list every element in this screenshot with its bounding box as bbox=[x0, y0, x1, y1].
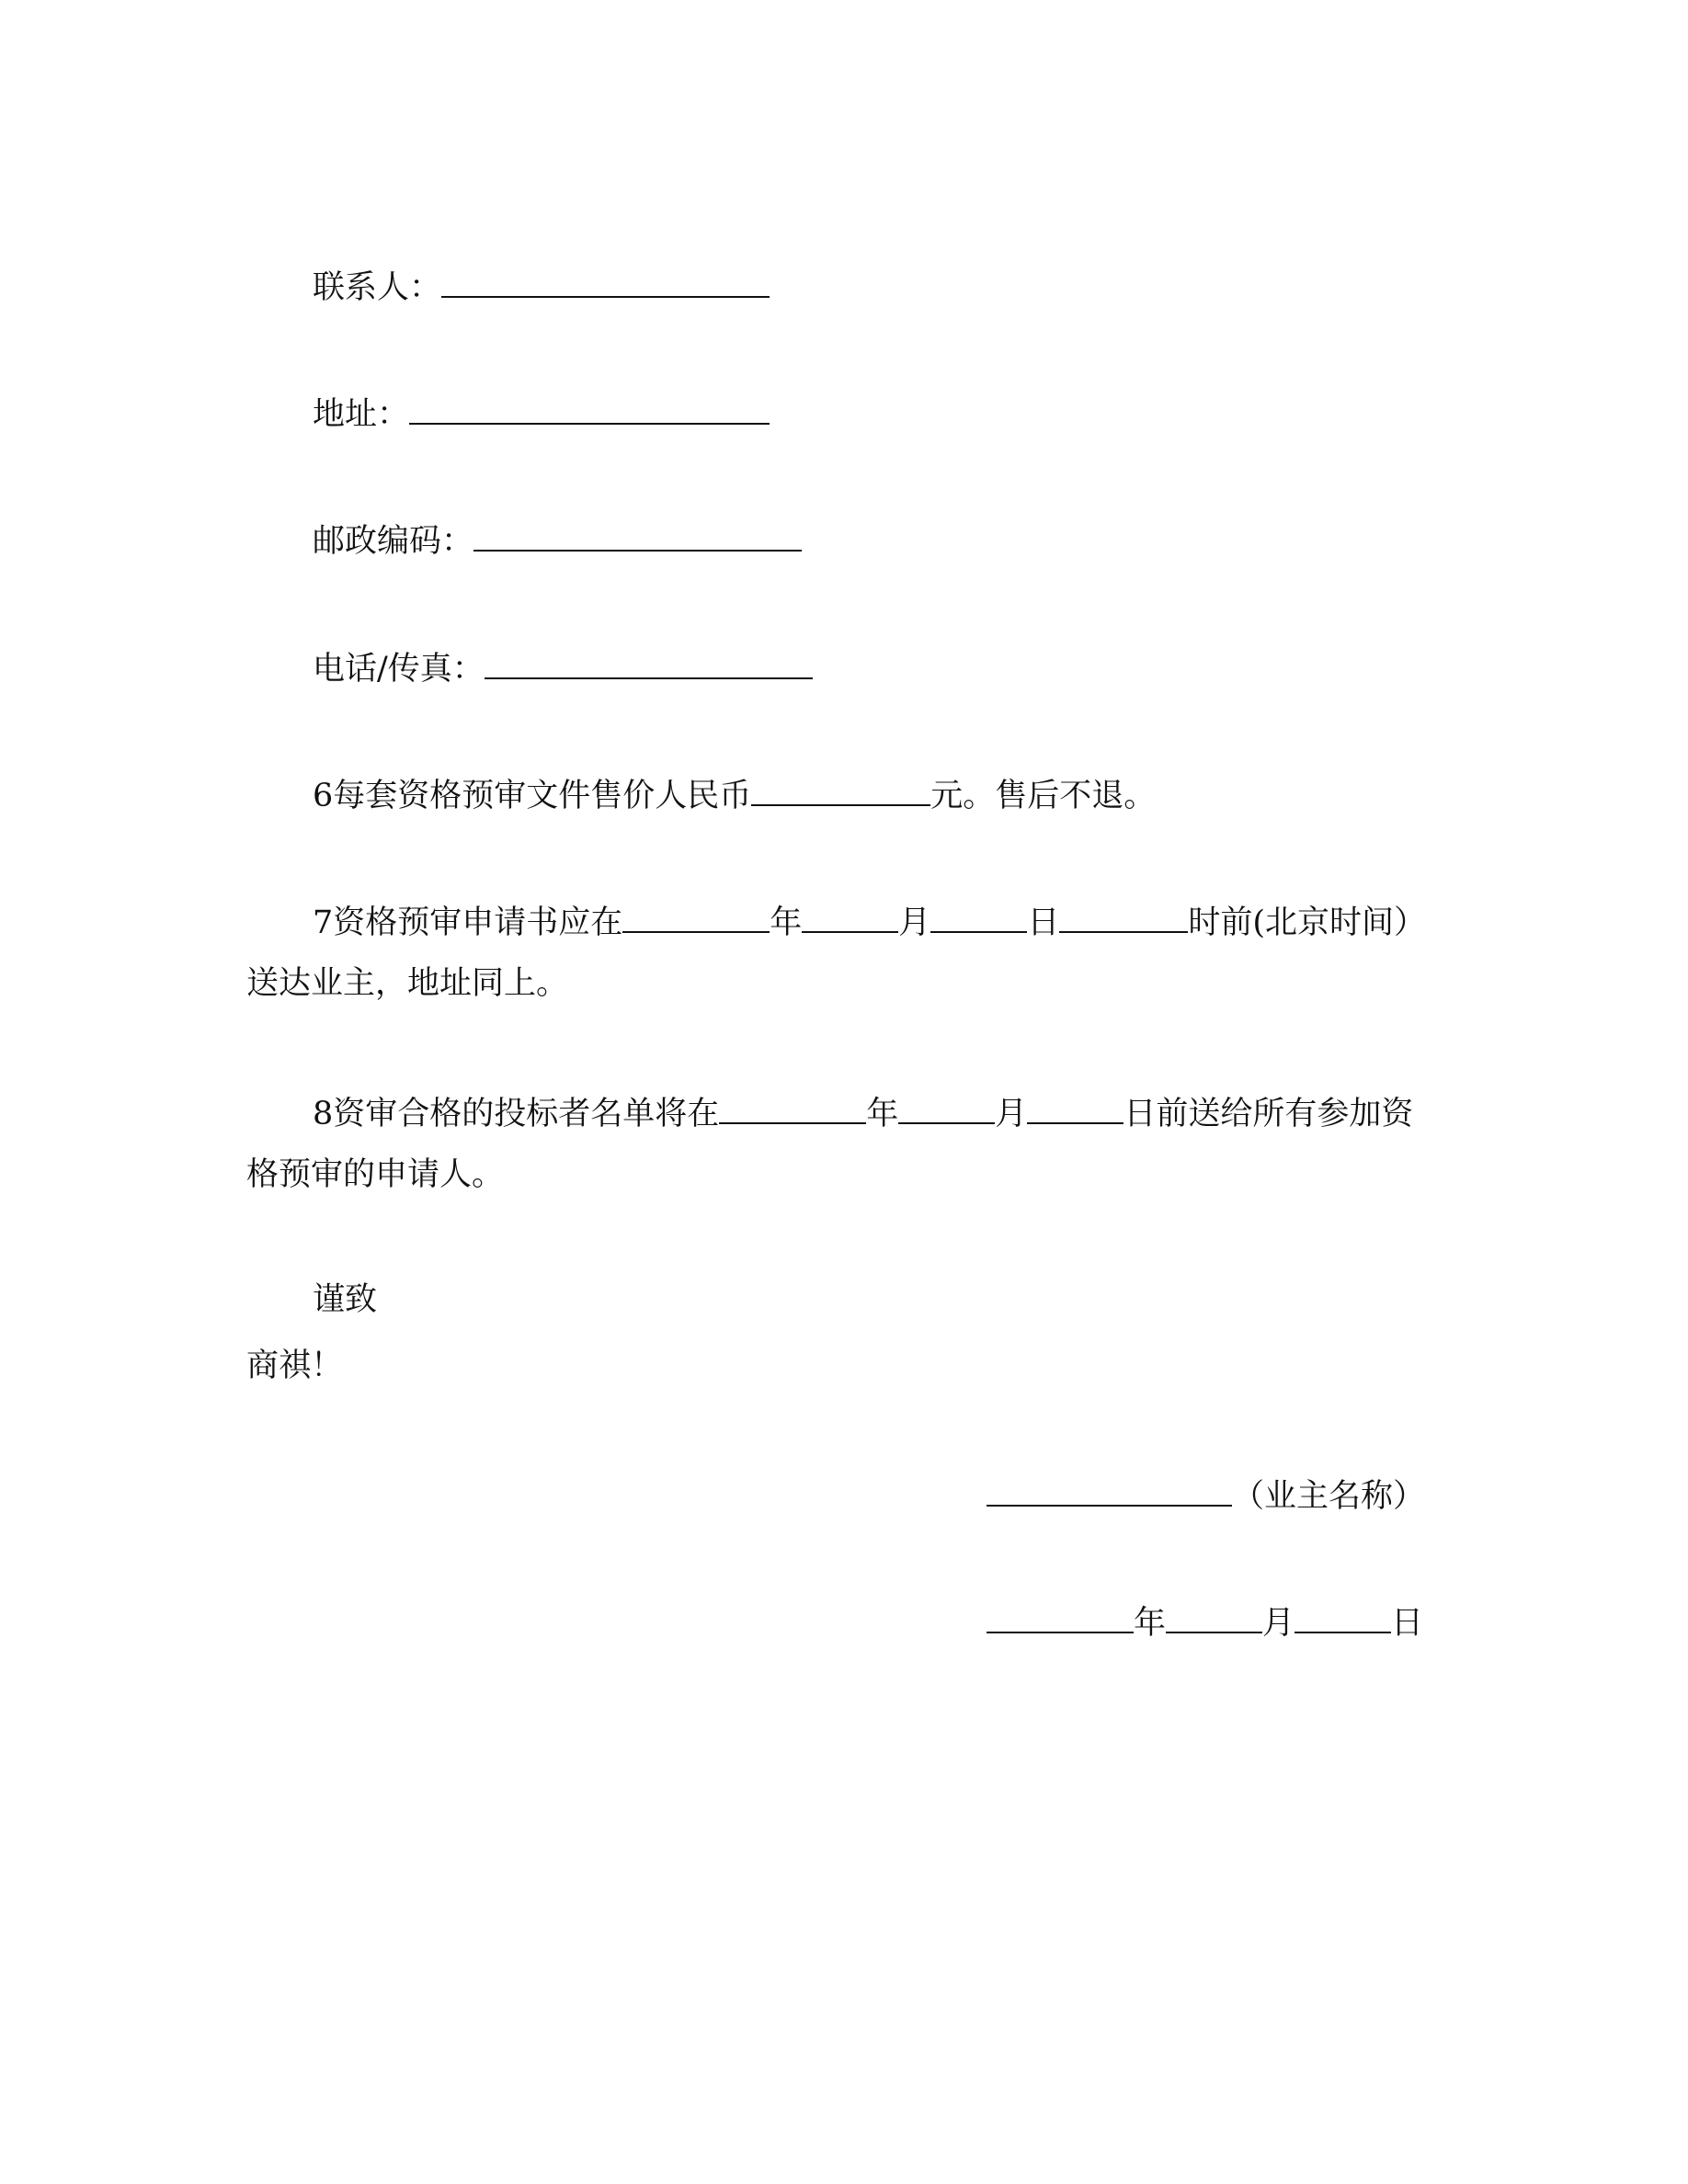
item6-suffix: 元。售后不退。 bbox=[930, 778, 1157, 814]
item7-text: 7资格预审申请书应在 bbox=[313, 904, 623, 941]
item7-time-suffix: 时前(北京时间） bbox=[1188, 904, 1426, 941]
item6-row bbox=[313, 775, 1156, 813]
postcode-blank[interactable] bbox=[473, 520, 802, 552]
item7-month-blank[interactable] bbox=[802, 902, 898, 933]
contact-person-row bbox=[313, 267, 770, 304]
signature-month-blank[interactable] bbox=[1166, 1602, 1262, 1633]
item8-month-label: 月 bbox=[995, 1096, 1028, 1132]
price-blank[interactable] bbox=[751, 775, 930, 806]
item8-month-blank[interactable] bbox=[898, 1093, 995, 1124]
item8-year-label: 年 bbox=[866, 1096, 899, 1132]
item6-text: 6每套资格预审文件售价人民币 bbox=[313, 778, 752, 814]
postcode-row bbox=[313, 520, 802, 558]
item8-year-blank[interactable] bbox=[719, 1093, 866, 1124]
item8-day-suffix: 日前送给所有参加资 bbox=[1123, 1096, 1414, 1132]
signature-day-blank[interactable] bbox=[1295, 1602, 1391, 1633]
signature-date-row bbox=[987, 1602, 1423, 1640]
item8-row bbox=[313, 1093, 1413, 1131]
owner-name-row bbox=[987, 1475, 1425, 1513]
item7-year-label: 年 bbox=[770, 904, 803, 941]
item7-time-blank[interactable] bbox=[1059, 902, 1188, 933]
address-row bbox=[313, 393, 770, 431]
contact-person-blank[interactable] bbox=[441, 267, 770, 298]
signature-year-blank[interactable] bbox=[987, 1602, 1134, 1633]
owner-name-blank[interactable] bbox=[987, 1475, 1232, 1507]
address-label: 地址： bbox=[313, 396, 410, 433]
phone-fax-row bbox=[313, 648, 813, 686]
item7-year-blank[interactable] bbox=[622, 902, 770, 933]
item7-month-label: 月 bbox=[898, 904, 931, 941]
signature-day-label: 日 bbox=[1391, 1605, 1424, 1642]
signature-month-label: 月 bbox=[1262, 1605, 1295, 1642]
signature-year-label: 年 bbox=[1134, 1605, 1167, 1642]
item7-day-blank[interactable] bbox=[930, 902, 1027, 933]
phone-fax-label: 电话/传真： bbox=[313, 651, 485, 688]
closing-respect: 谨致 bbox=[313, 1281, 378, 1318]
item8-text: 8资审合格的投标者名单将在 bbox=[313, 1096, 720, 1132]
closing-consult: 商祺！ bbox=[246, 1348, 344, 1384]
item7-line2: 送达业主，地址同上。 bbox=[246, 965, 569, 1002]
contact-person-label: 联系人： bbox=[313, 269, 442, 306]
phone-fax-blank[interactable] bbox=[485, 648, 813, 679]
item8-line2: 格预审的申请人。 bbox=[246, 1156, 505, 1193]
item8-day-blank[interactable] bbox=[1027, 1093, 1123, 1124]
item7-row bbox=[313, 902, 1426, 939]
item7-day-label: 日 bbox=[1027, 904, 1060, 941]
address-blank[interactable] bbox=[409, 393, 770, 425]
postcode-label: 邮政编码： bbox=[313, 523, 474, 560]
owner-name-label: （业主名称） bbox=[1232, 1478, 1426, 1515]
